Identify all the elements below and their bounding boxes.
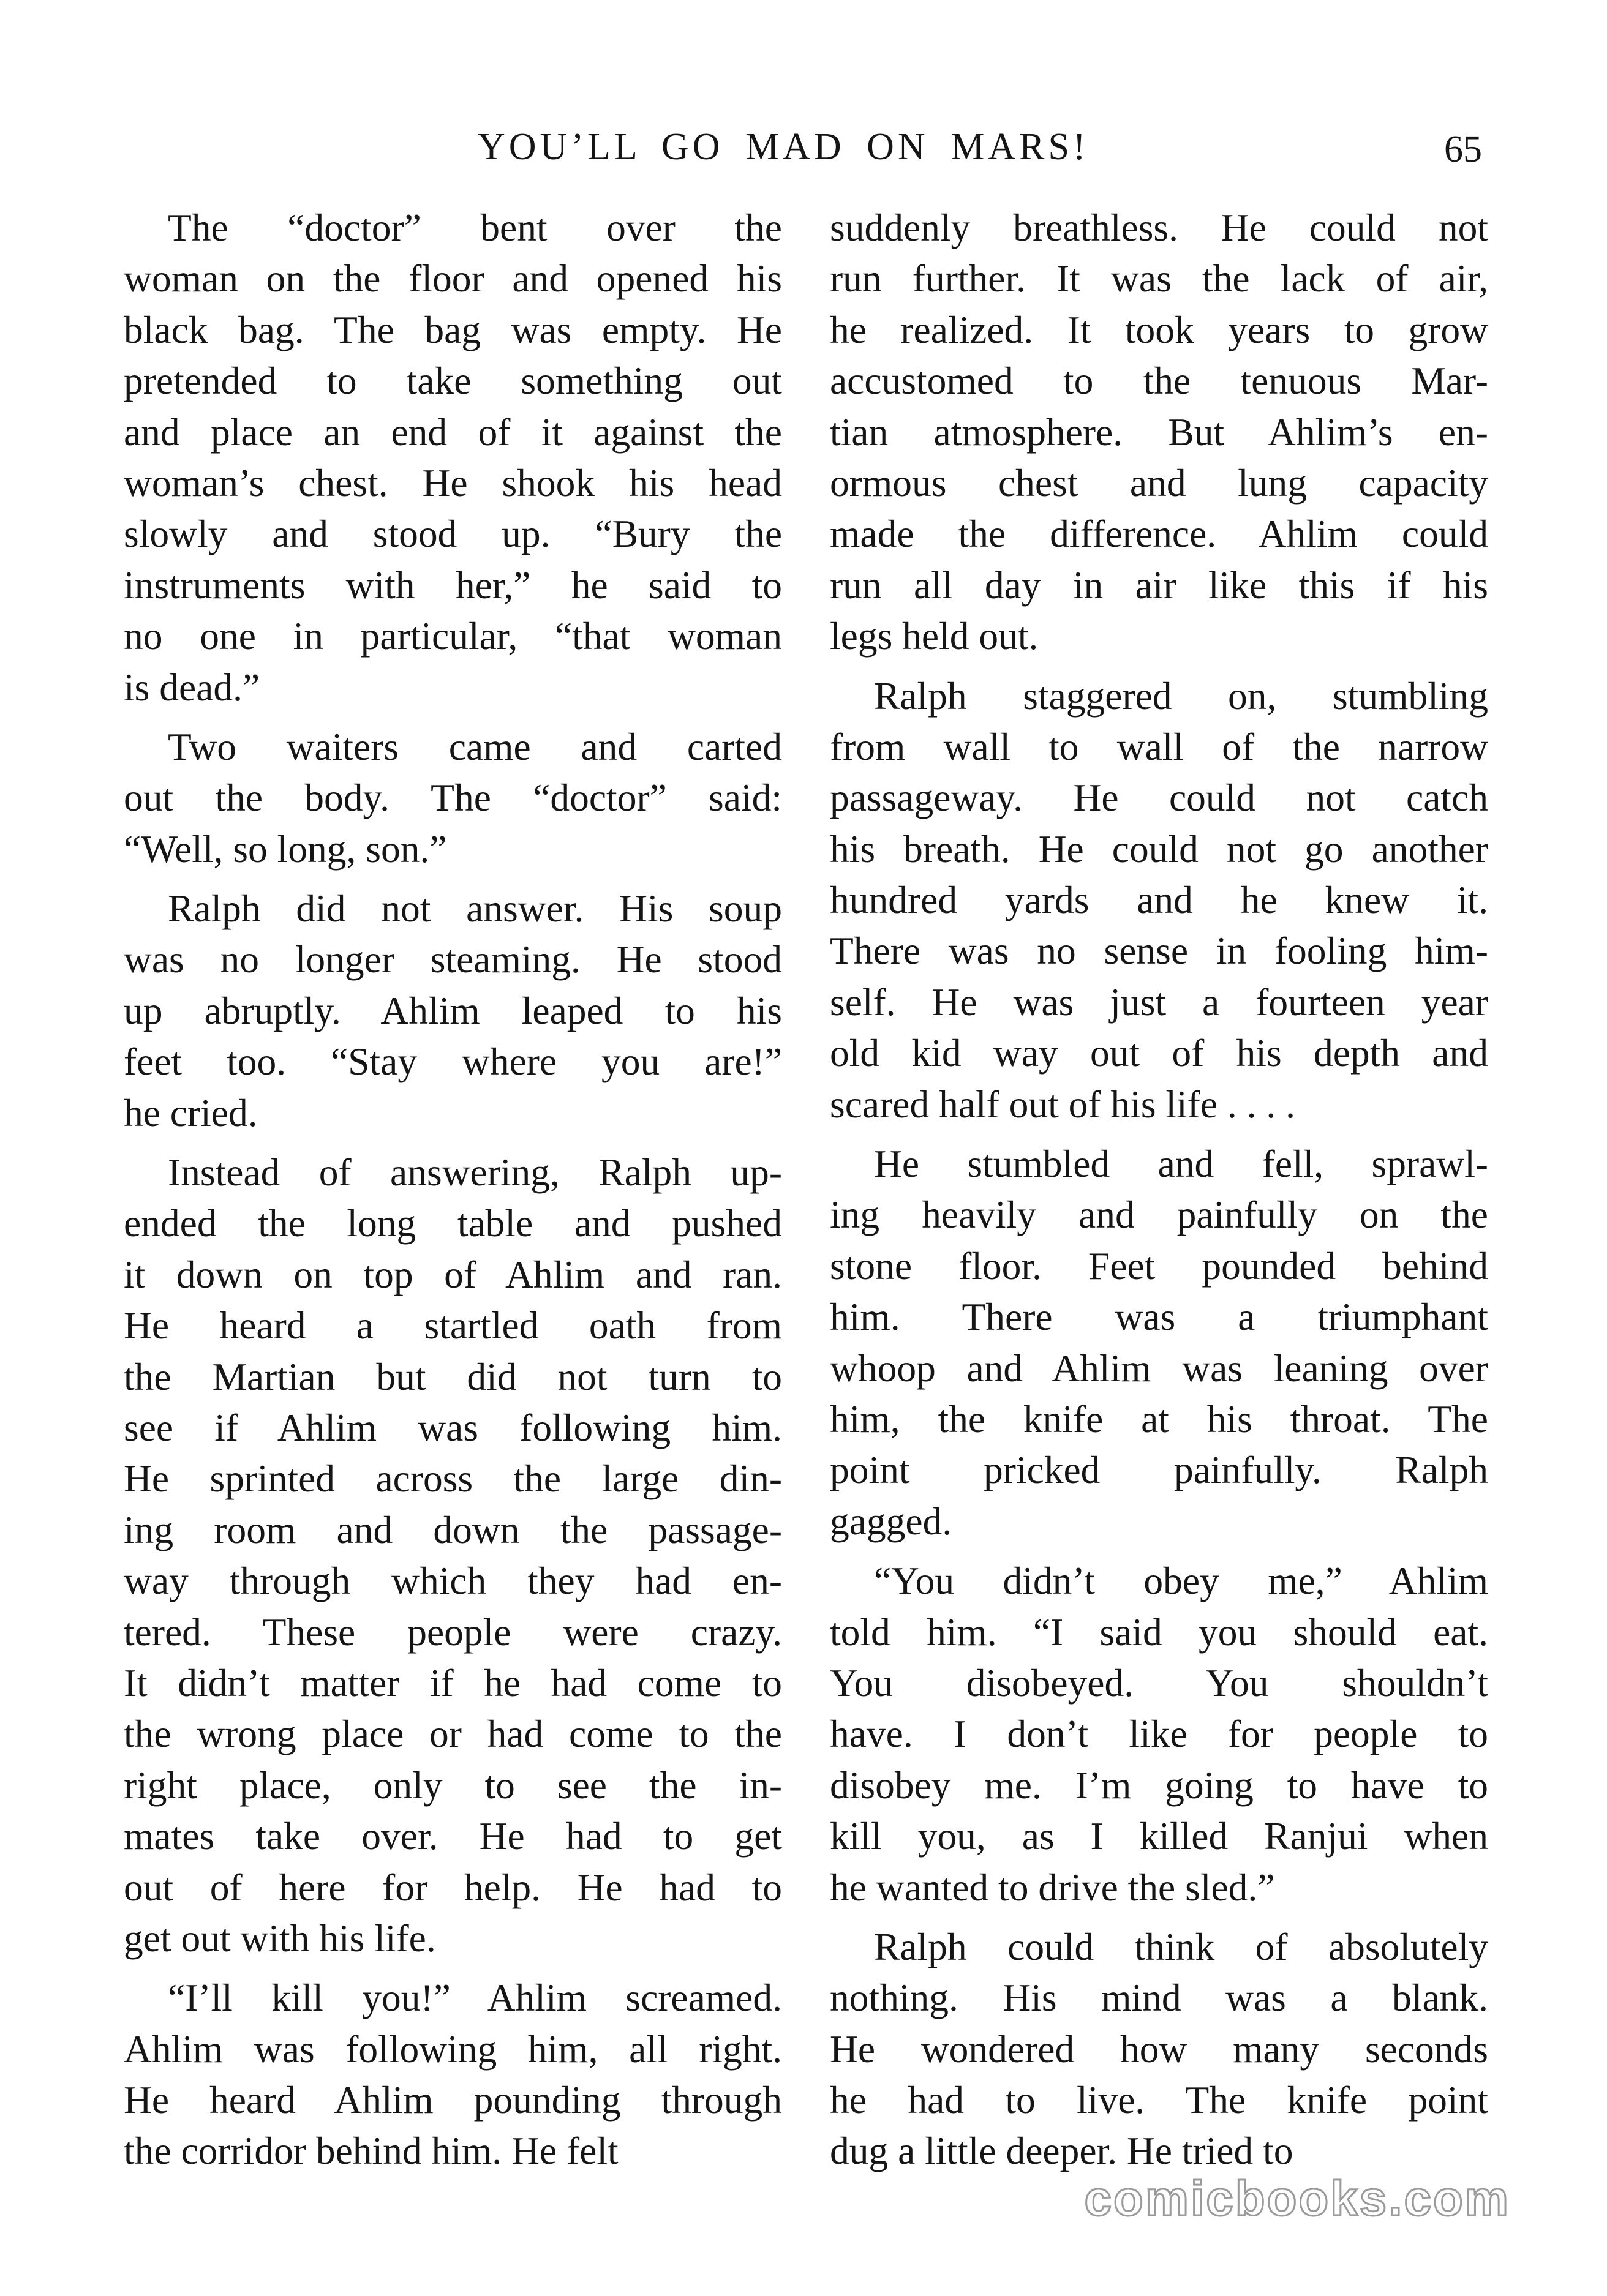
text-line: he cried. [124, 1090, 258, 1135]
text-line: point pricked painfully. Ralph [830, 1448, 1488, 1492]
text-line: tered. These people were crazy. [124, 1610, 782, 1654]
text-line: see if Ahlim was following him. [124, 1405, 782, 1449]
text-line: the wrong place or had come to the [124, 1712, 782, 1756]
text-line: dug a little deeper. He tried to [830, 2129, 1293, 2173]
running-title: YOU’LL GO MAD ON MARS! [478, 126, 1090, 168]
paragraph [830, 1921, 1488, 2177]
text-line: “I’ll kill you!” Ahlim screamed. [168, 1976, 782, 2020]
page-number: 65 [1444, 129, 1482, 170]
running-head [122, 126, 1482, 174]
text-line: ormous chest and lung capacity [830, 460, 1488, 505]
text-line: the Martian but did not turn to [124, 1354, 782, 1398]
text-line: He stumbled and fell, sprawl- [874, 1142, 1488, 1186]
text-line: right place, only to see the in- [124, 1763, 782, 1807]
text-line: get out with his life. [124, 1916, 436, 1960]
text-line: run further. It was the lack of air, [830, 257, 1488, 301]
text-line: woman’s chest. He shook his head [124, 460, 782, 505]
text-line: was no longer steaming. He stood [124, 937, 782, 981]
paragraph [124, 1147, 782, 1964]
text-line: his breath. He could not go another [830, 827, 1488, 871]
text-line: kill you, as I killed Ranjui when [830, 1814, 1488, 1858]
text-line: he realized. It took years to grow [830, 307, 1488, 351]
text-line: Ralph could think of absolutely [874, 1924, 1488, 1968]
text-line: There was no sense in fooling him- [830, 929, 1488, 973]
text-line: made the difference. Ahlim could [830, 512, 1488, 556]
text-line: whoop and Ahlim was leaning over [830, 1346, 1488, 1390]
text-line: woman on the floor and opened his [124, 257, 782, 301]
text-line: he wanted to drive the sled.” [830, 1865, 1275, 1909]
watermark: comicbooks.com [1084, 2171, 1510, 2226]
text-line: ing heavily and painfully on the [830, 1193, 1488, 1237]
text-line: slowly and stood up. “Bury the [124, 512, 782, 556]
text-line: “Well, so long, son.” [124, 827, 447, 871]
text-line: hundred yards and he knew it. [830, 878, 1488, 922]
text-line: is dead.” [124, 665, 260, 709]
text-line: pretended to take something out [124, 359, 782, 403]
text-line: The “doctor” bent over the [168, 206, 782, 249]
paragraph [830, 202, 1488, 662]
paragraph [830, 1555, 1488, 1913]
text-line: self. He was just a fourteen year [830, 980, 1488, 1024]
text-line: gagged. [830, 1499, 952, 1543]
text-line: suddenly breathless. He could not [830, 206, 1488, 249]
text-line: run all day in air like this if his [830, 563, 1488, 607]
text-line: the corridor behind him. He felt [124, 2129, 619, 2173]
text-line: way through which they had en- [124, 1559, 782, 1603]
text-line: mates take over. He had to get [124, 1814, 782, 1858]
text-line: and place an end of it against the [124, 410, 782, 454]
text-line: ing room and down the passage- [124, 1507, 782, 1551]
text-line: Ahlim was following him, all right. [124, 2027, 782, 2071]
left-column [124, 202, 782, 2185]
text-line: up abruptly. Ahlim leaped to his [124, 988, 782, 1032]
text-line: He sprinted across the large din- [124, 1457, 782, 1501]
text-line: accustomed to the tenuous Mar- [830, 359, 1488, 403]
text-line: no one in particular, “that woman [124, 614, 782, 658]
text-line: Instead of answering, Ralph up- [168, 1150, 782, 1195]
text-line: Ralph did not answer. His soup [168, 887, 782, 931]
paragraph [124, 721, 782, 874]
paragraph [830, 1138, 1488, 1547]
text-line: ended the long table and pushed [124, 1201, 782, 1245]
text-line: tian atmosphere. But Ahlim’s en- [830, 410, 1488, 454]
text-line: it down on top of Ahlim and ran. [124, 1252, 782, 1296]
text-line: he had to live. The knife point [830, 2078, 1488, 2122]
text-line: told him. “I said you should eat. [830, 1610, 1488, 1654]
text-line: black bag. The bag was empty. He [124, 307, 782, 351]
text-line: It didn’t matter if he had come to [124, 1660, 782, 1705]
text-line: He heard Ahlim pounding through [124, 2078, 782, 2122]
text-line: legs held out. [830, 614, 1039, 658]
text-line: from wall to wall of the narrow [830, 724, 1488, 768]
text-line: have. I don’t like for people to [830, 1712, 1488, 1756]
text-line: out of here for help. He had to [124, 1865, 782, 1909]
text-line: scared half out of his life . . . . [830, 1082, 1296, 1126]
text-line: Two waiters came and carted [168, 724, 782, 768]
text-line: nothing. His mind was a blank. [830, 1976, 1488, 2020]
text-line: passageway. He could not catch [830, 776, 1488, 820]
right-column [830, 202, 1488, 2185]
text-line: disobey me. I’m going to have to [830, 1763, 1488, 1807]
text-line: him. There was a triumphant [830, 1295, 1488, 1339]
text-line: Ralph staggered on, stumbling [874, 673, 1488, 718]
text-line: “You didn’t obey me,” Ahlim [874, 1559, 1488, 1603]
paragraph [124, 883, 782, 1138]
text-line: You disobeyed. You shouldn’t [830, 1660, 1488, 1705]
text-line: stone floor. Feet pounded behind [830, 1244, 1488, 1288]
text-line: He wondered how many seconds [830, 2027, 1488, 2071]
paragraph [830, 670, 1488, 1130]
text-line: feet too. “Stay where you are!” [124, 1040, 782, 1084]
paragraph [124, 1972, 782, 2177]
paragraph [124, 202, 782, 713]
text-line: instruments with her,” he said to [124, 563, 782, 607]
text-line: He heard a startled oath from [124, 1304, 782, 1348]
text-line: him, the knife at his throat. The [830, 1397, 1488, 1441]
text-line: out the body. The “doctor” said: [124, 776, 782, 820]
text-line: old kid way out of his depth and [830, 1031, 1488, 1075]
